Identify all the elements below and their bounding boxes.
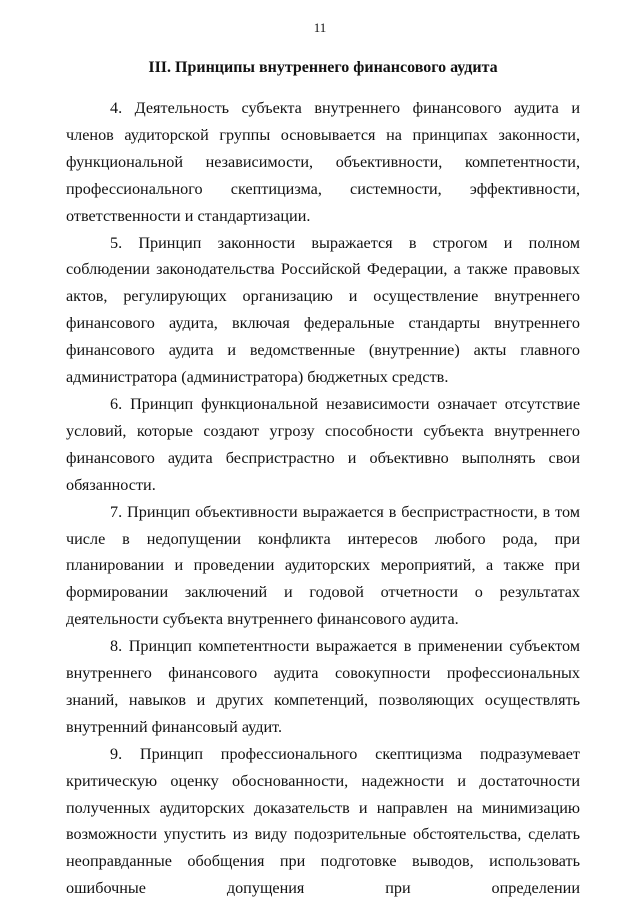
paragraph-6: 6. Принцип функциональной независимости означает отсутствие условий, которые создают угрозу способности субъекта внутреннего финансового аудита беспристрастно и объективно выполнять свои обязанности.: [66, 394, 580, 494]
paragraph-7: 7. Принцип объективности выражается в беспристрастности, в том числе в недопущении конфликта интересов любого рода, при планировании и проведении аудиторских мероприятий, а также при формировании заключений и годовой отчетности о результатах деятельности субъекта внутреннего финансового аудита.: [66, 502, 580, 629]
paragraph-9: 9. Принцип профессионального скептицизма подразумевает критическую оценку обоснованности, надежности и достаточности полученных аудиторских доказательств и направлен на минимизацию возможности упустить из виду подозрительные обстоятельства, сделать неоправданные обобщения при подготовке выводов, использовать ошибочные допущения при определении: [66, 744, 580, 898]
document-body: [66, 95, 580, 902]
paragraph-4: 4. Деятельность субъекта внутреннего финансового аудита и членов аудиторской группы основывается на принципах законности, функциональной независимости, объективности, компетентности, профессионального скептицизма, системности, эффективности, ответственности и стандартизации.: [66, 99, 580, 225]
section-title: III. Принципы внутреннего финансового аудита: [148, 59, 498, 76]
paragraph-8: 8. Принцип компетентности выражается в применении субъектом внутреннего финансового аудита совокупности профессиональных знаний, навыков и других компетенций, позволяющих осуществлять внутренний финансовый аудит.: [66, 637, 580, 736]
paragraph-5: 5. Принцип законности выражается в строгом и полном соблюдении законодательства Российской Федерации, а также правовых актов, регулирующих организацию и осуществление внутреннего финансового аудита, включая федеральные стандарты внутреннего финансового аудита и ведомственные (внутренние) акты главного администратора (администратора) бюджетных средств.: [66, 233, 580, 387]
page-number: 11: [313, 20, 327, 35]
